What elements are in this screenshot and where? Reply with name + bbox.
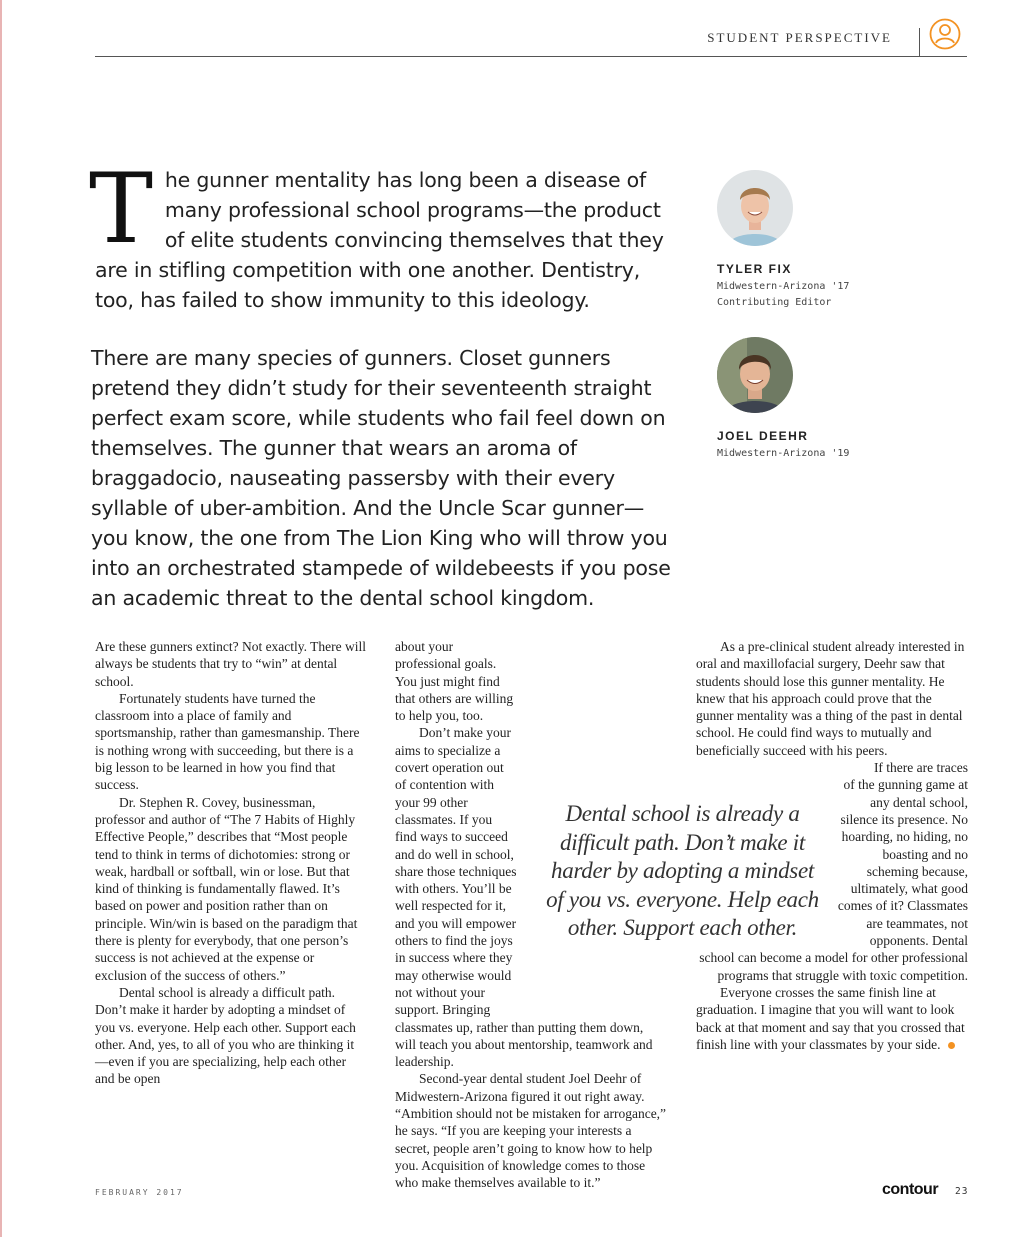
header-rule <box>95 56 967 57</box>
intro-text: he gunner mentality has long been a disease of many professional school programs—the product of elite students convincing themselves that they are in stifling competition with one another. Dentistry, too, has failed to show immunity to this ideology. <box>95 168 664 312</box>
end-mark-icon <box>948 1042 955 1049</box>
section-title: STUDENT PERSPECTIVE <box>707 30 892 45</box>
profile-icon <box>929 18 961 50</box>
avatar-joel <box>717 337 793 413</box>
contributor-role: Contributing Editor <box>717 297 832 308</box>
paragraph: If there are traces of the gunning game at any dental school, silence its presence. No hoarding, no hiding, no boasting and no scheming because, ultimately, what good comes of it? Classmates are teammates, not opponents. Dental school can become a model for other professional programs that struggle with toxic competition. <box>699 760 968 983</box>
page-number: 23 <box>955 1186 969 1197</box>
page-edge-rule <box>0 0 2 1237</box>
paragraph: Second-year dental student Joel Deehr of Midwestern-Arizona figured it out right away. “Ambition should not be mistaken for arrogance,” he says. “If you are keeping your interests a secret, people aren’t going to know how to help you. Acquisition of knowledge comes to those who make themselves available to it.” <box>395 1071 667 1191</box>
paragraph: As a pre-clinical student already interested in oral and maxillofacial surgery, Deehr saw that students should lose this gunner mentality. He knew that his approach could prove that the gunner mentality was a thing of the past in dental school. He could find ways to mutually and beneficially succeed with his peers. <box>696 639 965 758</box>
contributor-school: Midwestern-Arizona '17 <box>717 281 850 292</box>
paragraph <box>696 984 968 1053</box>
contributor-school: Midwestern-Arizona '19 <box>717 448 850 459</box>
paragraph: Dental school is already a difficult path. Don’t make it harder by adopting a mindset of you vs. everyone. Help each other. Support each other. And, yes, to all of you who are thinking it—even if you are specializing, help each other and be open <box>95 984 356 1087</box>
body-column-1 <box>95 638 367 1088</box>
second-intro-text: There are many species of gunners. Closet gunners pretend they didn’t study for their seventeenth straight perfect exam score, while students who fail feel down on themselves. The gunner that wears an aroma of braggadocio, nauseating passersby with their every syllable of uber-ambition. And the Uncle Scar gunner—you know, the one from The Lion King who will throw you into an orchestrated stampede of wildebeests if you pose an academic threat to the dental school kingdom. <box>91 346 671 610</box>
intro-paragraph <box>89 153 675 315</box>
contributor-joel <box>717 337 849 459</box>
paragraph: Dr. Stephen R. Covey, businessman, professor and author of “The 7 Habits of Highly Effective People,” describes that “Most people tend to think in terms of dichotomies: strong or weak, hardball or softball, win or lose. But that kind of thinking is fundamentally flawed. It’s based on power and position rather than on principle. Win/win is based on the paradigm that there is plenty for everybody, that one person’s success is not achieved at the expense or exclusion of the success of others.” <box>95 794 358 983</box>
drop-cap: T <box>89 153 153 265</box>
paragraph: Are these gunners extinct? Not exactly. There will always be students that try to “win” at dental school. <box>95 639 367 689</box>
contributor-name: JOEL DEEHR <box>717 429 809 443</box>
pull-quote: Dental school is already a difficult path. Don’t make it harder by adopting a mindset of you vs. everyone. Help each other. Support each other. <box>546 801 819 940</box>
magazine-logo: contour <box>882 1181 939 1198</box>
header-divider <box>919 28 920 56</box>
contributor-name: TYLER FIX <box>717 262 792 276</box>
second-intro-paragraph <box>91 343 681 613</box>
paragraph: Fortunately students have turned the classroom into a place of family and sportsmanship, rather than gamesmanship. There is nothing wrong with succeeding, but there is a big lesson to be learned in how you find that success. <box>95 690 360 793</box>
paragraph-text: Everyone crosses the same finish line at graduation. I imagine that you will want to look back at that moment and say that you crossed that finish line with your classmates by your side. <box>696 984 965 1052</box>
avatar-tyler <box>717 170 793 246</box>
contributor-tyler <box>717 170 849 308</box>
paragraph: about your professional goals. You just might find that others are willing to help you, too. <box>395 639 514 724</box>
footer-date: FEBRUARY 2017 <box>95 1188 184 1197</box>
paragraph: Don’t make your aims to specialize a covert operation out of contention with your 99 other classmates. If you find ways to succeed and do well in school, share those techniques with others. You’ll be well respected for it, and you will empower others to find the joys in success where they may otherwise would not without your support. Bringing classmates up, rather than putting them down, will teach you about mentorship, teamwork and leadership. <box>395 725 653 1070</box>
